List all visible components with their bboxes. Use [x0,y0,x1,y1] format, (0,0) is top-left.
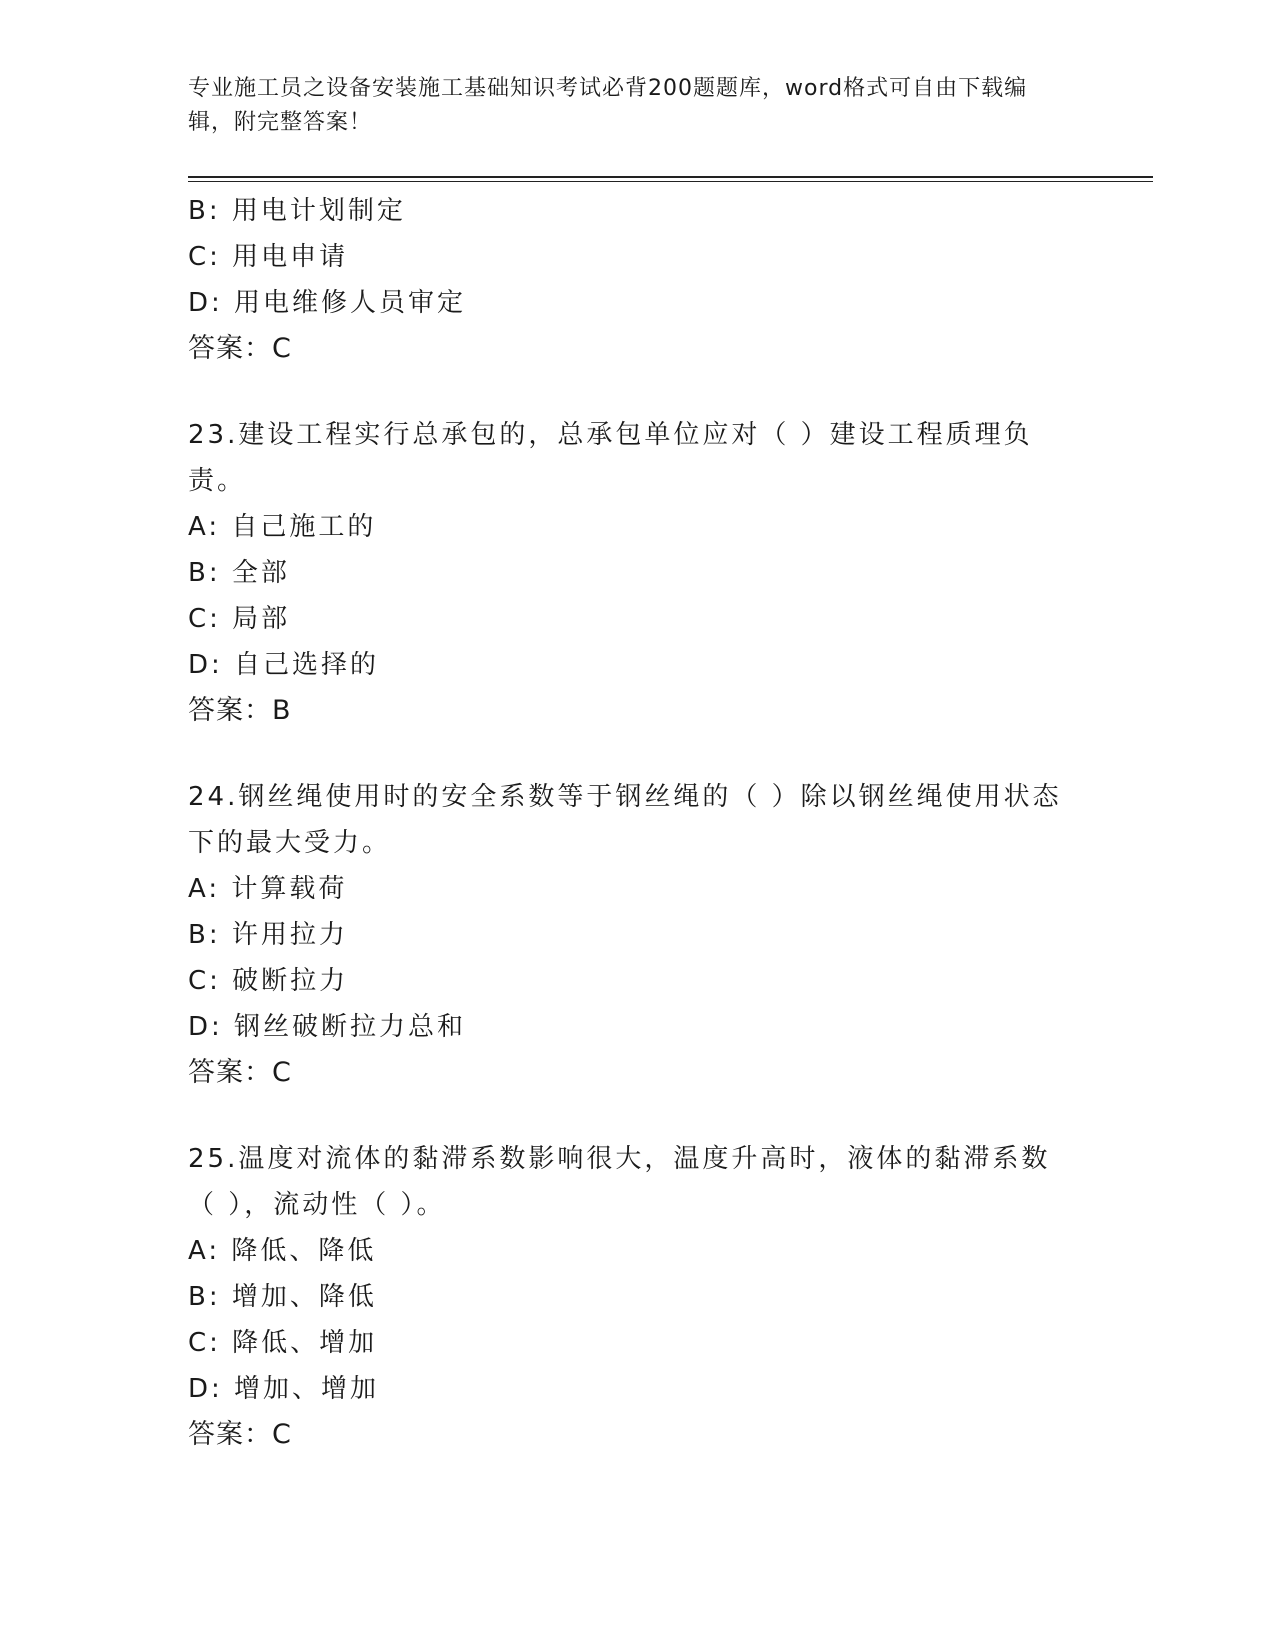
question-24 [188,774,1088,1096]
option-d: D: 用电维修人员审定 [188,288,467,318]
header-rule-bottom [188,181,1153,182]
question-text: 23.建设工程实行总承包的，总承包单位应对（ ）建设工程质理负责。 [188,420,1033,496]
option-a: A: 降低、降低 [188,1236,377,1266]
document-header: 专业施工员之设备安装施工基础知识考试必背200题题库，word格式可自由下载编辑，附完整答案！ [188,76,1028,135]
question-23 [188,412,1088,734]
option-c: C: 降低、增加 [188,1328,378,1358]
option-c: C: 破断拉力 [188,966,349,996]
question-22-continued [188,188,1088,372]
answer: 答案：C [188,1419,292,1450]
header-rule-top [188,176,1153,178]
option-b: B: 增加、降低 [188,1282,377,1312]
question-text: 25.温度对流体的黏滞系数影响很大，温度升高时，液体的黏滞系数（ ），流动性（ ）。 [188,1144,1051,1220]
option-c: C: 用电申请 [188,242,349,272]
option-a: A: 计算载荷 [188,874,348,904]
option-c: C: 局部 [188,604,291,634]
question-list [188,188,1088,1498]
answer: 答案：C [188,333,292,364]
option-d: D: 自己选择的 [188,650,380,680]
answer: 答案：B [188,695,292,726]
option-b: B: 全部 [188,558,290,588]
question-25 [188,1136,1088,1458]
option-b: B: 用电计划制定 [188,196,406,226]
answer: 答案：C [188,1057,292,1088]
option-b: B: 许用拉力 [188,920,348,950]
question-text: 24.钢丝绳使用时的安全系数等于钢丝绳的（ ）除以钢丝绳使用状态下的最大受力。 [188,782,1062,858]
option-d: D: 增加、增加 [188,1374,380,1404]
option-a: A: 自己施工的 [188,512,377,542]
option-d: D: 钢丝破断拉力总和 [188,1012,467,1042]
